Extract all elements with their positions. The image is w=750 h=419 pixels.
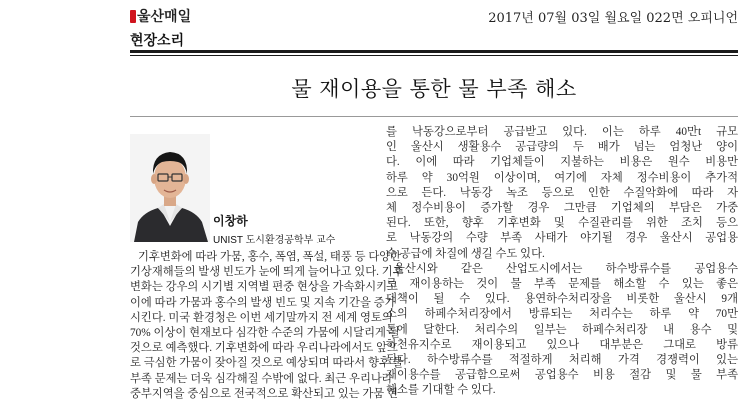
body-line: 수 공급에 차질에 생길 수도 있다.: [386, 247, 545, 260]
body-line: 로 극심한 가뭄이 잦아질 것으로 예상되며 따라서 향후 물: [130, 357, 404, 370]
newspaper-logo: [130, 6, 191, 26]
body-line: 이에 따라 가뭄과 홍수의 발생 빈도 및 지속 기간을 증가: [130, 296, 396, 309]
author-photo: [130, 134, 210, 242]
logo-mark-icon: [130, 10, 136, 23]
body-line: 부족 문제는 더욱 심각해질 수밖에 없다. 최근 우리나라: [130, 372, 393, 385]
body-line: 중부지역을 중심으로 전국적으로 확산되고 있는 가뭄 현: [130, 387, 398, 400]
article-body-right-column: [386, 125, 738, 419]
body-line: 된다. 또한, 향후 기후변화 및 수질관리를 위한 조치 등으: [386, 217, 738, 230]
body-line: 체 정수비용이 증가할 경우 그만큼 기업체의 부담은 가중: [386, 202, 738, 215]
body-line: 재이용수를 공급함으로써 공업용수 비용 절감 및 물 부족: [386, 369, 738, 382]
section-rule-thin: [130, 55, 738, 56]
body-line: 하루 약 30억원 이상이며, 여기에 자체 정수비용이 추가적: [386, 171, 738, 184]
body-line: 톤에 달한다. 처리수의 일부는 하페수처리장 내 용수 및: [386, 323, 738, 336]
body-line: 로 재이용하는 것이 물 부족 문제를 해소할 수 있는 좋은: [386, 278, 738, 291]
body-line: 해소를 기대할 수 있다.: [386, 384, 496, 397]
body-line: 70% 이상이 현재보다 심각한 수준의 가뭄에 시달리게 될: [130, 327, 400, 340]
body-line: 소의 하페수처리장에서 방류되는 처리수는 하루 약 70만: [386, 308, 738, 321]
paper-name: 울산매일: [137, 9, 192, 25]
body-line: 를 낙동강으로부터 공급받고 있다. 이는 하루 40만t 규모: [386, 126, 738, 138]
body-line: 하천유지수로 재이용되고 있으나 대부분은 그대로 방류: [386, 338, 738, 351]
article-headline: 물 재이용을 통한 물 부족 해소: [291, 77, 577, 101]
masthead: [130, 6, 738, 28]
headline-divider: [130, 116, 738, 117]
body-line: 인 울산시 생활용수 공급량의 두 배가 넘는 엄청난 양이: [386, 141, 738, 154]
body-line: 기상재해들의 발생 빈도가 눈에 띄게 늘어나고 있다. 기후: [130, 266, 404, 279]
body-line: 된다. 하수방류수를 적절하게 처리해 가격 경쟁력이 있는: [386, 354, 738, 367]
dateline: 2017년 07월 03일 월요일 022면 오피니언: [488, 11, 738, 26]
body-line: 다. 이에 따라 기업체들이 지불하는 비용은 원수 비용만: [386, 156, 738, 169]
section-title: 현장소리: [130, 33, 185, 49]
body-line: 시킨다. 미국 환경청은 이번 세기말까지 전 세계 영토의: [130, 311, 393, 324]
author-name: 이창하: [213, 214, 248, 228]
body-line: 대책이 될 수 있다. 용연하수처리장을 비롯한 울산시 9개: [386, 293, 738, 306]
body-line: 변화는 강우의 시기별 지역별 편중 현상을 가속화시키고: [130, 281, 398, 294]
body-line: 으로 든다. 낙동강 녹조 등으로 인한 수질악화에 따라 자: [386, 186, 738, 199]
author-byline: [213, 212, 383, 246]
article-body-left-column: [130, 250, 404, 419]
section-rule-thick: [130, 50, 738, 53]
body-line: 울산시와 같은 산업도시에서는 하수방류수를 공업용수: [394, 262, 738, 275]
body-line: 로 낙동강의 수량 부족 사태가 야기될 경우 울산시 공업용: [386, 232, 738, 245]
author-title: UNIST 도시환경공학부 교수: [213, 235, 336, 246]
body-line: 기후변화에 따라 가뭄, 홍수, 폭염, 폭설, 태풍 등 다양한: [138, 251, 402, 263]
body-line: 것으로 예측했다. 기후변화에 따라 우리나라에서도 앞으: [130, 342, 398, 355]
